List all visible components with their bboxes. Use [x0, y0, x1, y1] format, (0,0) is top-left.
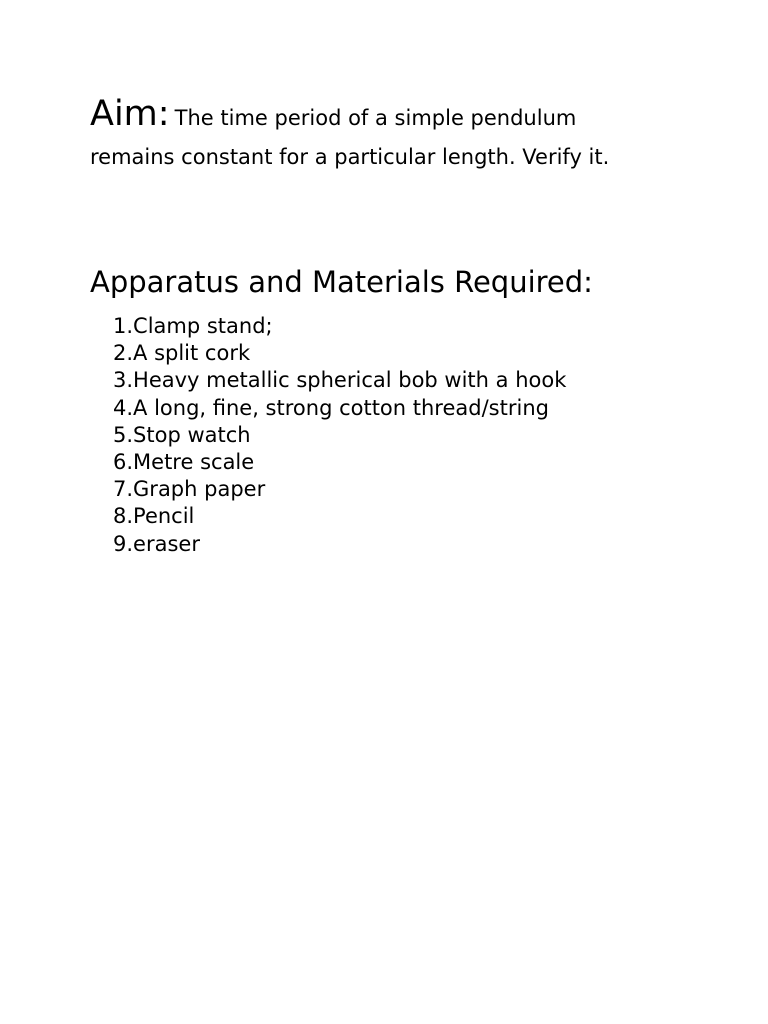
- list-item: 8.Pencil: [113, 504, 195, 529]
- list-item: 4.A long, fine, strong cotton thread/string: [113, 395, 549, 420]
- apparatus-heading: Apparatus and Materials Required:: [90, 265, 593, 299]
- aim-section: [90, 92, 730, 170]
- list-item: 9.eraser: [113, 531, 200, 556]
- list-item: 5.Stop watch: [113, 422, 251, 447]
- list-item: 7.Graph paper: [113, 477, 266, 502]
- list-item: 6.Metre scale: [113, 450, 255, 475]
- aim-text-line-1: The time period of a simple pendulum: [174, 106, 577, 130]
- list-item: 2.A split cork: [113, 341, 251, 366]
- aim-text-line-2: remains constant for a particular length. Verify it.: [90, 145, 610, 169]
- aim-label: Aim:: [90, 94, 170, 134]
- list-item: 3.Heavy metallic spherical bob with a hook: [113, 368, 567, 393]
- list-item: 1.Clamp stand;: [113, 314, 273, 338]
- aim-first-line: [90, 92, 730, 142]
- materials-list: [113, 313, 566, 558]
